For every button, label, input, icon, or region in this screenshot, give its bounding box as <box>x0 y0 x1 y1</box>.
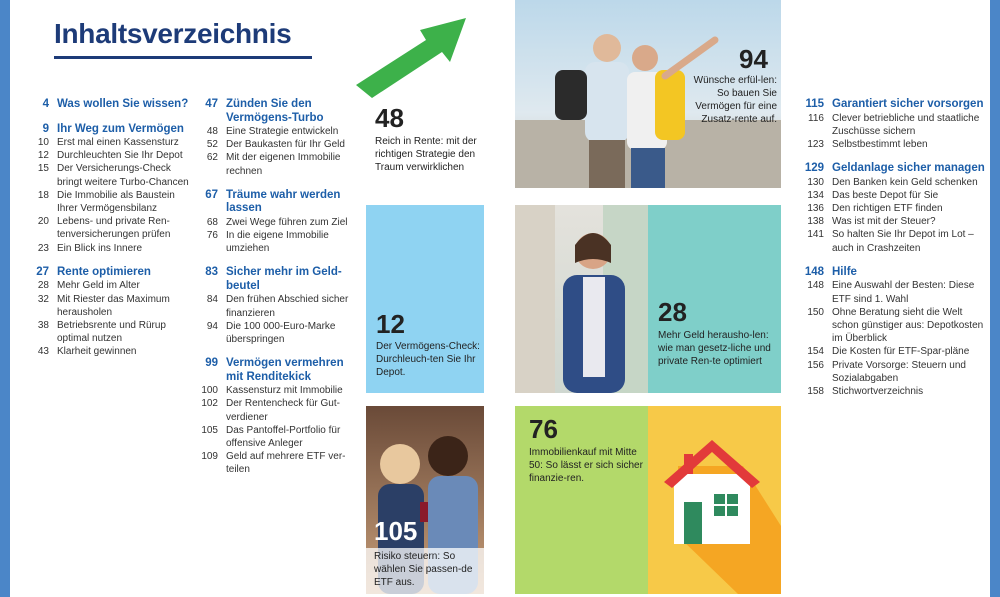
section-title: Ihr Weg zum Vermögen <box>57 122 184 135</box>
section-heading[interactable] <box>800 266 985 280</box>
section-page-number: 115 <box>805 98 824 110</box>
toc-entry[interactable] <box>800 385 985 398</box>
section-page-number: 83 <box>205 266 218 279</box>
toc-entry[interactable] <box>800 138 985 151</box>
tile-105-number: 105 <box>374 516 418 546</box>
entry-text: Erst mal einen Kassensturz <box>57 137 179 148</box>
entry-text: Das Pantoffel-Portfolio für offensive Anleger <box>226 424 341 450</box>
entry-text: Clever betriebliche und staatliche Zuschüsse sichern <box>832 112 980 137</box>
entry-page-number: 38 <box>37 319 49 331</box>
entry-text: Geld auf mehrere ETF ver-teilen <box>226 451 346 476</box>
entry-page-number: 156 <box>807 359 824 371</box>
toc-entry[interactable] <box>800 228 985 254</box>
entry-page-number: 138 <box>807 216 824 228</box>
entry-page-number: 23 <box>37 242 49 254</box>
toc-section <box>800 266 985 398</box>
entry-text: Der Versicherungs-Check bringt weitere Turbo-Chancen <box>57 163 189 188</box>
tile-12-number: 12 <box>376 309 405 339</box>
tile-28-photo <box>515 205 648 393</box>
entry-text: Den frühen Abschied sicher finanzieren <box>226 294 349 319</box>
toc-section <box>30 123 190 255</box>
entry-page-number: 105 <box>201 424 218 436</box>
toc-entry[interactable] <box>800 176 985 189</box>
toc-section <box>194 98 354 178</box>
entry-page-number: 68 <box>206 216 218 228</box>
entry-page-number: 154 <box>807 346 824 358</box>
entry-page-number: 130 <box>807 176 824 188</box>
entry-text: Das beste Depot für Sie <box>832 189 939 201</box>
entry-page-number: 10 <box>37 137 49 148</box>
section-page-number: 148 <box>804 265 824 278</box>
toc-entry[interactable] <box>194 384 354 397</box>
entry-page-number: 52 <box>206 139 218 151</box>
toc-section <box>194 357 354 476</box>
tile-12[interactable] <box>366 205 484 393</box>
section-title: Zünden Sie den Vermögens-Turbo <box>226 98 324 124</box>
toc-entry[interactable] <box>800 306 985 346</box>
section-title: Träume wahr werden lassen <box>226 188 341 215</box>
section-heading[interactable] <box>194 266 354 293</box>
toc-entry[interactable] <box>800 112 985 138</box>
section-title: Hilfe <box>832 265 857 278</box>
toc-entry[interactable] <box>30 162 190 188</box>
entry-page-number: 148 <box>807 280 824 292</box>
entry-text: Durchleuchten Sie Ihr Depot <box>57 150 183 162</box>
entry-page-number: 18 <box>37 189 49 201</box>
entry-page-number: 48 <box>206 126 218 137</box>
entry-page-number: 134 <box>807 189 824 201</box>
tile-28[interactable] <box>648 205 781 393</box>
toc-entry[interactable] <box>800 359 985 385</box>
entry-text: Die Immobilie als Baustein Ihrer Vermögensbilanz <box>57 189 175 215</box>
house-icon <box>648 406 781 594</box>
section-page-number: 9 <box>42 122 49 135</box>
toc-column-2 <box>194 98 354 488</box>
section-page-number: 129 <box>804 162 824 175</box>
toc-entry[interactable] <box>194 293 354 319</box>
toc-entry[interactable] <box>30 242 190 255</box>
section-heading[interactable] <box>30 98 190 112</box>
tile-28-number: 28 <box>658 297 687 327</box>
section-title: Rente optimieren <box>57 265 151 278</box>
section-heading[interactable] <box>800 162 985 176</box>
toc-entry[interactable] <box>30 136 190 149</box>
toc-column-3 <box>800 98 985 409</box>
entry-text: So halten Sie Ihr Depot im Lot – auch in Crashzeiten <box>832 229 974 254</box>
toc-entry[interactable] <box>194 216 354 229</box>
entry-text: Eine Auswahl der Besten: Diese ETF sind 1. Wahl <box>832 280 975 305</box>
toc-entry[interactable] <box>194 125 354 138</box>
left-edge-bar <box>0 0 10 597</box>
toc-entry[interactable] <box>194 397 354 423</box>
entry-page-number: 100 <box>201 385 218 397</box>
entry-page-number: 32 <box>37 293 49 305</box>
entry-text: Kassensturz mit Immobilie <box>226 385 343 397</box>
entry-page-number: 102 <box>201 398 218 410</box>
tile-94-photo[interactable] <box>515 0 781 188</box>
tile-94-number: 94 <box>739 44 768 74</box>
toc-section <box>194 266 354 346</box>
entry-page-number: 158 <box>807 385 824 397</box>
toc-entry[interactable] <box>194 229 354 255</box>
entry-text: Den Banken kein Geld schenken <box>832 176 978 188</box>
toc-column-1 <box>30 98 190 370</box>
entry-page-number: 141 <box>807 229 824 241</box>
section-heading[interactable] <box>194 189 354 216</box>
entry-text: Zwei Wege führen zum Ziel <box>226 216 348 228</box>
toc-entry[interactable] <box>194 138 354 151</box>
tile-94-caption: Wünsche erfül-len: So bauen Sie Vermögen für eine Zusatz-rente auf. <box>693 75 777 125</box>
toc-section <box>30 98 190 112</box>
toc-entry[interactable] <box>800 189 985 202</box>
woman-photo-image <box>515 205 648 393</box>
section-page-number: 47 <box>205 98 218 110</box>
entry-page-number: 43 <box>37 346 49 358</box>
section-page-number: 4 <box>42 98 49 110</box>
entry-text: Mehr Geld im Alter <box>57 280 140 292</box>
toc-section <box>30 266 190 359</box>
tile-76-number: 76 <box>529 414 558 444</box>
section-heading[interactable] <box>194 98 354 125</box>
toc-section <box>800 162 985 255</box>
toc-entry[interactable] <box>30 345 190 358</box>
entry-text: Der Rentencheck für Gut-verdiener <box>226 398 340 423</box>
entry-text: Eine Strategie entwickeln <box>226 126 339 137</box>
toc-entry[interactable] <box>30 279 190 292</box>
tile-76[interactable] <box>515 406 648 594</box>
entry-text: Was ist mit der Steuer? <box>832 216 936 228</box>
entry-page-number: 76 <box>206 230 218 242</box>
page-title: Inhaltsverzeichnis <box>54 18 292 49</box>
toc-entry[interactable] <box>194 320 354 346</box>
tile-48-caption: Reich in Rente: mit der richtigen Strategie den Traum verwirklichen <box>375 136 477 173</box>
tile-105-caption: Risiko steuern: So wählen Sie passen-de ETF aus. <box>374 551 473 588</box>
section-heading[interactable] <box>194 357 354 384</box>
tile-76-caption: Immobilienkauf mit Mitte 50: So lässt er sich sicher finanzie-ren. <box>529 447 643 484</box>
toc-entry[interactable] <box>800 345 985 358</box>
toc-section <box>800 98 985 151</box>
entry-page-number: 109 <box>201 451 218 463</box>
toc-entry[interactable] <box>800 202 985 215</box>
section-page-number: 67 <box>205 188 218 201</box>
toc-entry[interactable] <box>30 189 190 215</box>
entry-text: Betriebsrente und Rürup optimal nutzen <box>57 319 166 345</box>
tile-12-caption: Der Vermögens-Check: Durchleuch-ten Sie Ihr Depot. <box>376 341 480 378</box>
toc-entry[interactable] <box>194 424 354 450</box>
entry-page-number: 123 <box>807 138 824 150</box>
tile-28-caption: Mehr Geld herausho-len: wie man gesetz-liche und private Ren-te optimiert <box>658 330 771 367</box>
entry-text: Ein Blick ins Innere <box>57 242 143 254</box>
section-title: Sicher mehr im Geld-beutel <box>226 266 342 292</box>
entry-text: In die eigene Immobilie umziehen <box>226 230 329 255</box>
title-underline <box>54 56 312 59</box>
entry-text: Mit der eigenen Immobilie rechnen <box>226 152 341 177</box>
tile-76-illustration <box>648 406 781 594</box>
right-edge-bar <box>990 0 1000 597</box>
entry-text: Mit Riester das Maximum herausholen <box>57 293 170 318</box>
section-title: Geldanlage sicher managen <box>832 162 985 175</box>
section-heading[interactable] <box>800 98 985 112</box>
toc-entry[interactable] <box>30 293 190 319</box>
toc-entry[interactable] <box>30 215 190 241</box>
green-arrow-icon <box>356 10 474 106</box>
entry-page-number: 150 <box>807 306 824 318</box>
toc-entry[interactable] <box>30 149 190 162</box>
entry-text: Den richtigen ETF finden <box>832 203 943 215</box>
entry-text: Der Baukasten für Ihr Geld <box>226 139 345 151</box>
entry-text: Die Kosten für ETF-Spar-pläne <box>832 346 970 358</box>
section-heading[interactable] <box>30 123 190 137</box>
entry-page-number: 28 <box>37 280 49 292</box>
entry-text: Stichwortverzeichnis <box>832 385 924 397</box>
entry-page-number: 94 <box>206 320 218 332</box>
entry-page-number: 12 <box>37 150 49 162</box>
entry-text: Die 100 000-Euro-Marke überspringen <box>226 320 336 346</box>
section-title: Was wollen Sie wissen? <box>57 98 189 110</box>
entry-page-number: 84 <box>206 294 218 306</box>
entry-text: Ohne Beratung sieht die Welt schon günstiger aus: Depotkosten im Überblick <box>832 306 984 345</box>
entry-page-number: 15 <box>37 163 49 175</box>
entry-text: Selbstbestimmt leben <box>832 138 928 150</box>
section-title: Garantiert sicher vorsorgen <box>832 98 984 110</box>
toc-entry[interactable] <box>800 279 985 305</box>
entry-page-number: 20 <box>37 216 49 228</box>
section-page-number: 27 <box>36 265 49 278</box>
toc-entry[interactable] <box>194 151 354 177</box>
entry-page-number: 136 <box>807 203 824 215</box>
section-page-number: 99 <box>205 357 218 370</box>
entry-text: Klarheit gewinnen <box>57 346 137 358</box>
section-title: Vermögen vermehren mit Renditekick <box>226 357 344 383</box>
toc-section <box>194 189 354 256</box>
section-heading[interactable] <box>30 266 190 280</box>
tile-48-number: 48 <box>375 103 404 133</box>
toc-entry[interactable] <box>800 215 985 228</box>
entry-page-number: 116 <box>808 112 824 124</box>
tile-105-photo[interactable] <box>366 406 484 594</box>
entry-text: Lebens- und private Ren-tenversicherungen prüfen <box>57 216 171 241</box>
entry-text: Private Vorsorge: Steuern und Sozialabgaben <box>832 359 966 384</box>
entry-page-number: 62 <box>206 152 218 164</box>
toc-entry[interactable] <box>194 450 354 476</box>
toc-entry[interactable] <box>30 319 190 345</box>
